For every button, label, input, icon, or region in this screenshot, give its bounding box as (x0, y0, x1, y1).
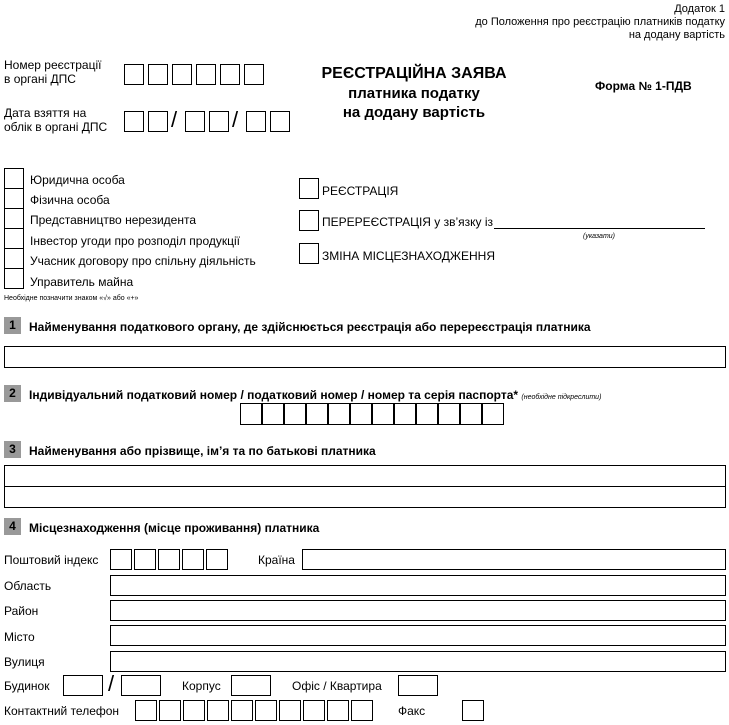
entity-checkbox[interactable] (4, 268, 24, 289)
form-title-line-3: на додану вартість (342, 104, 486, 121)
tax-number-cell[interactable] (350, 403, 372, 425)
office-field[interactable] (398, 675, 438, 696)
phone-cell[interactable] (183, 700, 205, 721)
change-location-checkbox[interactable] (299, 243, 319, 264)
reg-number-cell[interactable] (244, 64, 264, 85)
corpus-field[interactable] (231, 675, 271, 696)
reg-number-cell[interactable] (196, 64, 216, 85)
payer-name-field[interactable] (4, 465, 726, 487)
change-location-label: ЗМІНА МІСЦЕЗНАХОДЖЕННЯ (322, 249, 495, 263)
building-separator: / (108, 671, 115, 696)
reg-number-cell[interactable] (124, 64, 144, 85)
appendix-line-2: до Положення про реєстрацію платників податку (475, 16, 725, 28)
phone-cell[interactable] (255, 700, 277, 721)
section-3-title: Найменування або прізвище, ім’я та по батькові платника (29, 444, 376, 458)
phone-label: Контактний телефон (4, 704, 120, 718)
office-label: Офіс / Квартира (292, 679, 382, 693)
date-year-cell[interactable] (270, 111, 290, 132)
city-field[interactable] (110, 625, 726, 646)
corpus-label: Корпус (182, 679, 221, 693)
date-year-cell[interactable] (246, 111, 266, 132)
date-separator: / (171, 107, 178, 132)
postal-index-cell[interactable] (206, 549, 228, 570)
phone-cell[interactable] (159, 700, 181, 721)
phone-cell[interactable] (303, 700, 325, 721)
tax-number-cell[interactable] (482, 403, 504, 425)
tax-number-cell[interactable] (240, 403, 262, 425)
registration-label: РЕЄСТРАЦІЯ (322, 184, 399, 198)
country-label: Країна (258, 553, 295, 567)
tax-number-cell[interactable] (262, 403, 284, 425)
form-title-line-2: платника податку (348, 85, 480, 102)
entity-label: Фізична особа (30, 193, 110, 207)
postal-index-cell[interactable] (158, 549, 180, 570)
appendix-header (475, 3, 725, 42)
city-label: Місто (4, 630, 35, 644)
phone-cell[interactable] (351, 700, 373, 721)
postal-index-label: Поштовий індекс (4, 553, 99, 567)
appendix-line-3: на додану вартість (628, 29, 725, 41)
phone-cell[interactable] (279, 700, 301, 721)
section-2-title: Індивідуальний податковий номер / податковий номер / номер та серія паспорта* (необхідне підкреслити) (29, 388, 602, 402)
fax-cell[interactable] (462, 700, 484, 721)
entity-label: Управитель майна (30, 275, 134, 289)
tax-number-cell[interactable] (372, 403, 394, 425)
specify-note: (указати) (583, 233, 615, 240)
section-4-title: Місцезнаходження (місце проживання) платника (29, 521, 320, 535)
reg-number-label: Номер реєстрації в органі ДПС (4, 58, 102, 86)
postal-index-cell[interactable] (134, 549, 156, 570)
reg-number-cell[interactable] (220, 64, 240, 85)
region-label: Область (4, 579, 52, 593)
region-field[interactable] (110, 575, 726, 596)
phone-cell[interactable] (327, 700, 349, 721)
tax-number-cell[interactable] (328, 403, 350, 425)
entity-label: Юридична особа (30, 173, 125, 187)
entity-label: Учасник договору про спільну діяльність (30, 254, 256, 268)
building-field[interactable] (63, 675, 103, 696)
section-1-title: Найменування податкового органу, де здійснюється реєстрація або перереєстрація платника (29, 320, 591, 334)
street-field[interactable] (110, 651, 726, 672)
district-field[interactable] (110, 600, 726, 621)
reregistration-checkbox[interactable] (299, 210, 319, 231)
tax-office-name-field[interactable] (4, 346, 726, 368)
date-day-cell[interactable] (148, 111, 168, 132)
tax-number-cell[interactable] (438, 403, 460, 425)
phone-cell[interactable] (135, 700, 157, 721)
tax-number-cell[interactable] (460, 403, 482, 425)
payer-name-field[interactable] (4, 486, 726, 508)
entity-label: Інвестор угоди про розподіл продукції (30, 234, 240, 248)
date-separator: / (232, 107, 239, 132)
form-title-line-1: РЕЄСТРАЦІЙНА ЗАЯВА (321, 65, 507, 82)
tax-number-cell[interactable] (284, 403, 306, 425)
fax-label: Факс (398, 704, 426, 718)
country-field[interactable] (302, 549, 726, 570)
section-2-note: (необхідне підкреслити) (521, 394, 602, 401)
entity-checkbox[interactable] (4, 168, 24, 189)
date-month-cell[interactable] (185, 111, 205, 132)
reg-date-label: Дата взяття на облік в органі ДПС (4, 106, 108, 134)
phone-cell[interactable] (207, 700, 229, 721)
reg-number-cell[interactable] (172, 64, 192, 85)
building-suffix-field[interactable] (121, 675, 161, 696)
entity-checkbox[interactable] (4, 248, 24, 269)
tax-number-cell[interactable] (306, 403, 328, 425)
entity-label: Представництво нерезидента (30, 213, 196, 227)
district-label: Район (4, 604, 39, 618)
entity-checkbox[interactable] (4, 228, 24, 249)
building-label: Будинок (4, 679, 50, 693)
form-title (300, 64, 528, 122)
reg-number-cell[interactable] (148, 64, 168, 85)
appendix-line-1: Додаток 1 (674, 3, 725, 15)
date-month-cell[interactable] (209, 111, 229, 132)
section-1-number: 1 (4, 317, 21, 334)
entity-note: Необхідне позначити знаком «√» або «+» (4, 295, 139, 302)
tax-number-cell[interactable] (394, 403, 416, 425)
entity-checkbox[interactable] (4, 188, 24, 209)
phone-cell[interactable] (231, 700, 253, 721)
postal-index-cell[interactable] (182, 549, 204, 570)
section-4-number: 4 (4, 518, 21, 535)
tax-number-cell[interactable] (416, 403, 438, 425)
reregistration-reason-line[interactable] (494, 228, 705, 229)
postal-index-cell[interactable] (110, 549, 132, 570)
reregistration-label: ПЕРЕРЕЄСТРАЦІЯ у зв’язку із (322, 215, 494, 229)
entity-checkbox[interactable] (4, 208, 24, 229)
section-3-number: 3 (4, 441, 21, 458)
form-number: Форма № 1-ПДВ (595, 79, 692, 93)
section-2-number: 2 (4, 385, 21, 402)
street-label: Вулиця (4, 655, 45, 669)
date-day-cell[interactable] (124, 111, 144, 132)
registration-checkbox[interactable] (299, 178, 319, 199)
